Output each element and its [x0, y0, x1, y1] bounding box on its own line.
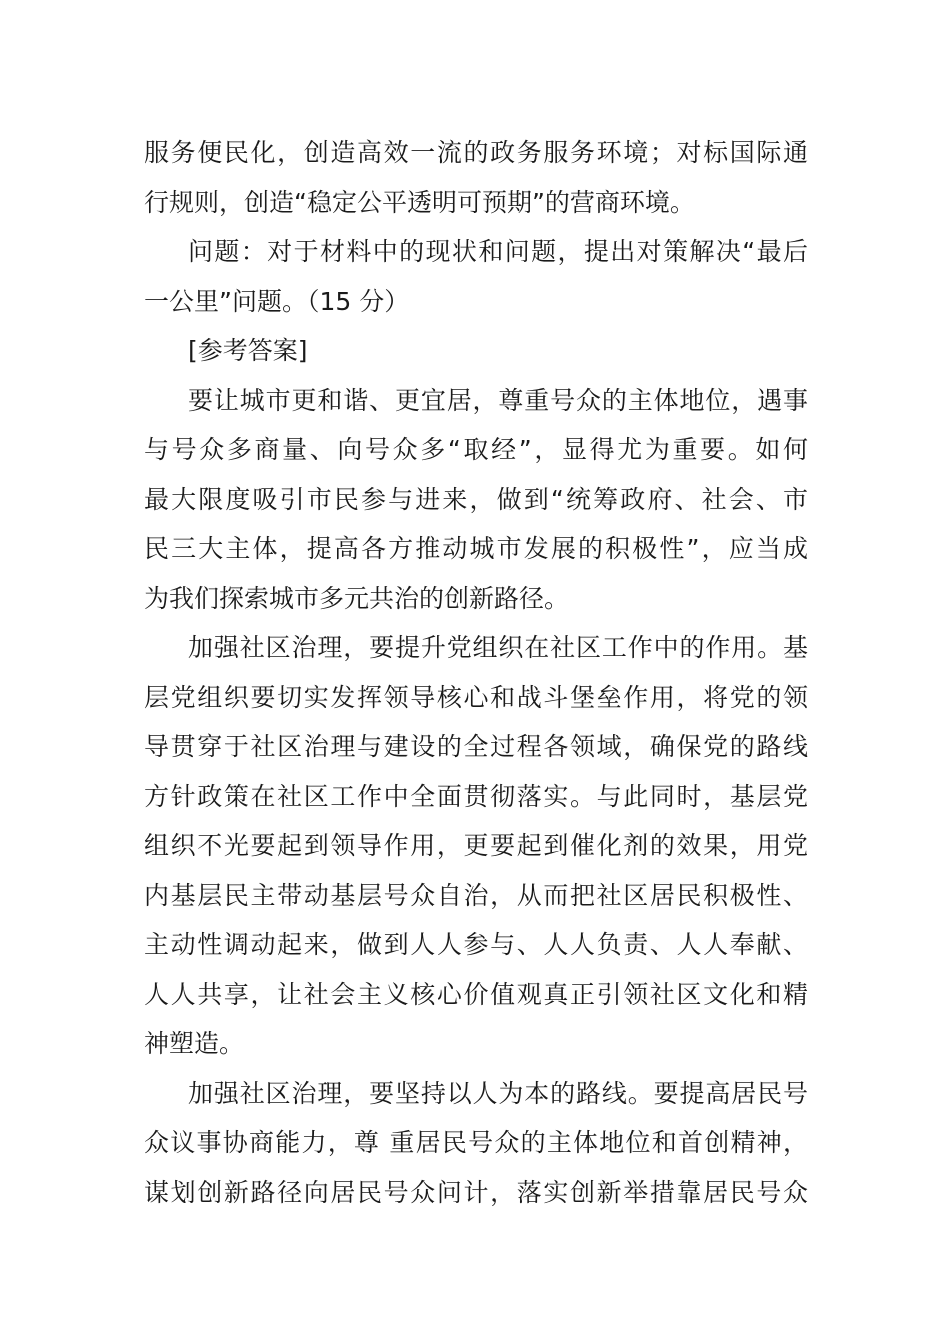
text-line: 导贯穿于社区治理与建设的全过程各领域，确保党的路线 [144, 732, 808, 761]
text-line: 组织不光要起到领导作用，更要起到催化剂的效果，用党 [144, 831, 808, 860]
text-line: 人人共享，让社会主义核心价值观真正引领社区文化和精 [144, 979, 808, 1009]
question-line: 一公里”问题。（15 分） [144, 286, 410, 316]
text-line: 内基层民主带动基层号众自治，从而把社区居民积极性、 [144, 880, 808, 910]
text-line: 为我们探索城市多元共治的创新路径。 [144, 583, 570, 613]
text-line: 层党组织要切实发挥领导核心和战斗堡垒作用，将党的领 [144, 682, 808, 712]
text-line: 行规则，创造“稳定公平透明可预期”的营商环境。 [144, 187, 695, 217]
text-line: 加强社区治理，要坚持以人为本的路线。要提高居民号 [188, 1078, 808, 1108]
text-line: 方针政策在社区工作中全面贯彻落实。与此同时，基层党 [144, 781, 808, 811]
text-line: 神塑造。 [144, 1029, 245, 1058]
text-line: 服务便民化，创造高效一流的政务服务环境；对标国际通 [144, 138, 808, 167]
document-body [144, 133, 808, 1222]
text-line: 众议事协商能力，尊 重居民号众的主体地位和首创精神， [144, 1128, 808, 1157]
text-line: 与号众多商量、向号众多“取经”，显得尤为重要。如何 [144, 435, 808, 464]
text-line: 谋划创新路径向居民号众问计，落实创新举措靠居民号众 [144, 1177, 808, 1207]
text-line: 最大限度吸引市民参与进来，做到“统筹政府、社会、市 [144, 484, 808, 514]
text-line: 主动性调动起来，做到人人参与、人人负责、人人奉献、 [144, 930, 808, 959]
question-line: 问题：对于材料中的现状和问题，提出对策解决“最后 [188, 237, 808, 266]
answer-heading: [参考答案] [188, 336, 308, 365]
text-line: 要让城市更和谐、更宜居，尊重号众的主体地位，遇事 [188, 385, 808, 415]
text-line: 加强社区治理，要提升党组织在社区工作中的作用。基 [188, 633, 808, 662]
text-line: 民三大主体，提高各方推动城市发展的积极性”，应当成 [144, 534, 808, 563]
